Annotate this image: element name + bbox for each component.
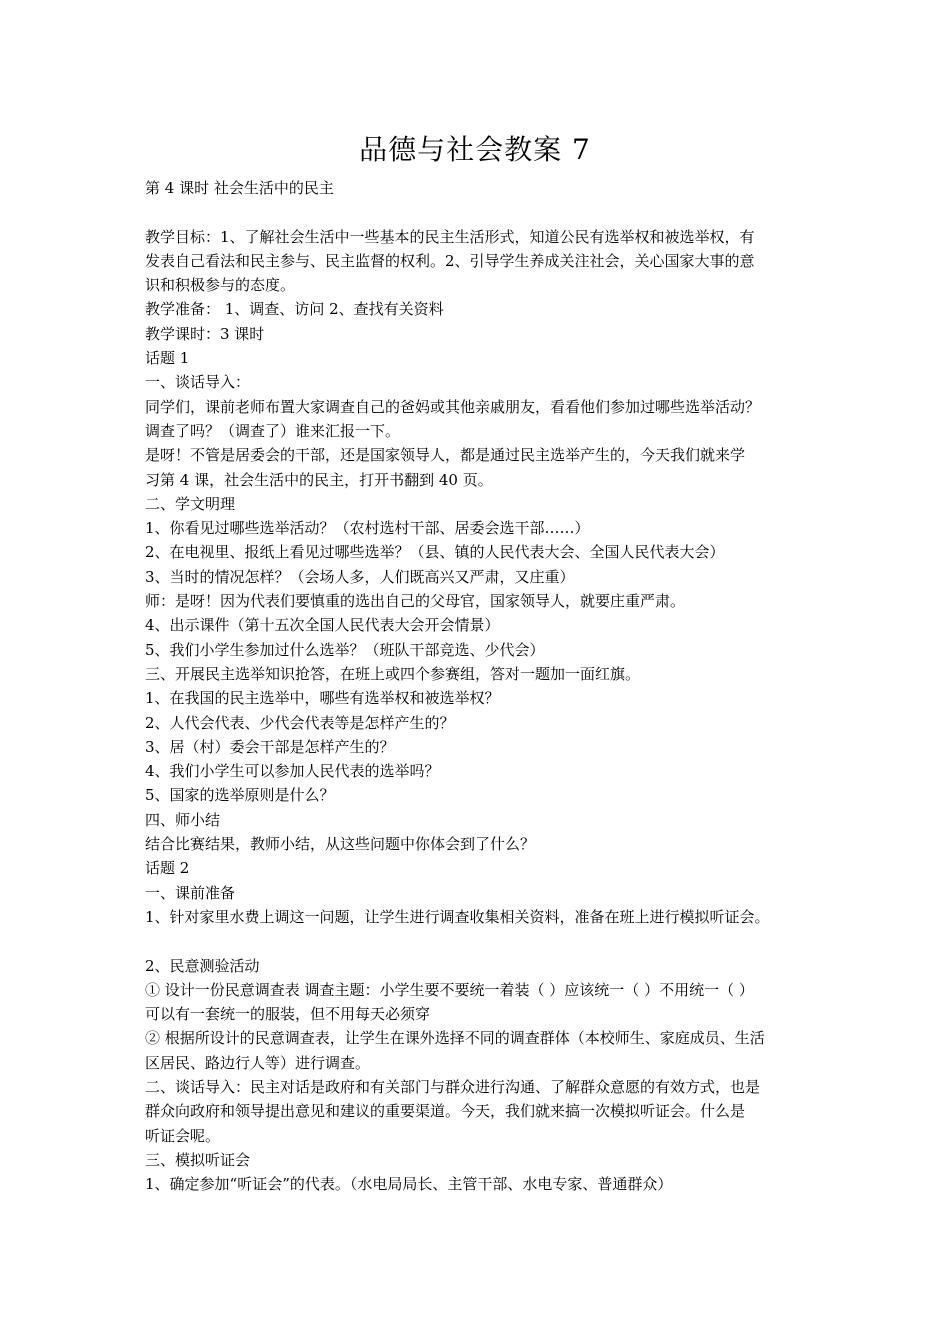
text-line: 一、课前准备 — [145, 883, 236, 902]
text-line: 三、开展民主选举知识抢答，在班上或四个参赛组，答对一题加一面红旗。 — [145, 664, 641, 683]
document-body — [145, 176, 821, 1196]
blank-line — [145, 929, 821, 953]
text-line: 3、当时的情况怎样？（会场人多，人们既高兴又严肃，又庄重） — [145, 567, 575, 586]
text-line: 话题 1 — [145, 349, 190, 368]
text-line: 教学课时：3 课时 — [145, 324, 265, 343]
text-line: 调查了吗？（调查了）谁来汇报一下。 — [145, 421, 401, 440]
text-line: 同学们，课前老师布置大家调查自己的爸妈或其他亲戚朋友，看看他们参加过哪些选举活动？ — [145, 397, 761, 416]
text-line: 教学目标：1、了解社会生活中一些基本的民主生活形式，知道公民有选举权和被选举权，有 — [145, 227, 755, 246]
text-line: 4、出示课件（第十五次全国人民代表大会开会情景） — [145, 616, 500, 635]
text-line: 是呀！不管是居委会的干部，还是国家领导人，都是通过民主选举产生的，今天我们就来学 — [145, 446, 746, 465]
text-line: 2、在电视里、报纸上看见过哪些选举？（县、镇的人民代表大会、全国人民代表大会） — [145, 543, 725, 562]
text-line: 1、你看见过哪些选举活动？（农村选村干部、居委会选干部……） — [145, 519, 590, 538]
text-line: 5、我们小学生参加过什么选举？（班队干部竞选、少代会） — [145, 640, 545, 659]
text-line: 二、谈话导入：民主对话是政府和有关部门与群众进行沟通、了解群众意愿的有效方式，也是 — [145, 1077, 761, 1096]
text-line: 三、模拟听证会 — [145, 1150, 251, 1169]
text-line: 2、人代会代表、少代会代表等是怎样产生的？ — [145, 713, 455, 732]
document-title: 品德与社会教案 7 — [359, 133, 591, 166]
text-line: 识和积极参与的态度。 — [145, 276, 296, 295]
text-line: 5、国家的选举原则是什么？ — [145, 786, 335, 805]
text-line: 1、在我国的民主选举中，哪些有选举权和被选举权？ — [145, 689, 500, 708]
text-line: 区居民、路边行人等）进行调查。 — [145, 1053, 371, 1072]
text-line: 师：是呀！因为代表们要慎重的选出自己的父母官，国家领导人，就要庄重严肃。 — [145, 592, 686, 611]
text-line: 第 4 课时 社会生活中的民主 — [145, 179, 334, 197]
text-line: 发表自己看法和民主参与、民主监督的权利。2、引导学生养成关注社会，关心国家大事的意 — [145, 251, 755, 270]
text-line: 二、学文明理 — [145, 494, 236, 513]
text-line: 听证会呢。 — [145, 1126, 221, 1145]
text-line: 2、民意测验活动 — [145, 956, 260, 975]
text-line: 教学准备： 1、调查、访问 2、查找有关资料 — [145, 300, 444, 319]
text-line: 群众向政府和领导提出意见和建议的重要渠道。今天，我们就来搞一次模拟听证会。什么是 — [145, 1102, 746, 1121]
text-line: ① 设计一份民意调查表 调查主题：小学生要不要统一着装（ ）应该统一（ ）不用统一（ ） — [145, 980, 754, 999]
text-line: 1、确定参加“听证会”的代表。（水电局局长、主管干部、水电专家、普通群众） — [145, 1175, 673, 1194]
text-line: 一、谈话导入： — [145, 373, 251, 392]
text-line: 话题 2 — [145, 859, 190, 878]
text-line: 习第 4 课，社会生活中的民主，打开书翻到 40 页。 — [145, 470, 493, 489]
text-line: ② 根据所设计的民意调查表，让学生在课外选择不同的调查群体（本校师生、家庭成员、生活 — [145, 1029, 765, 1048]
text-line: 四、师小结 — [145, 810, 221, 829]
text-line: 1、针对家里水费上调这一问题，让学生进行调查收集相关资料，准备在班上进行模拟听证会。 — [145, 907, 770, 926]
text-line: 3、居（村）委会干部是怎样产生的？ — [145, 737, 395, 756]
text-line: 可以有一套统一的服装，但不用每天必须穿 — [145, 1005, 431, 1024]
text-line: 4、我们小学生可以参加人民代表的选举吗？ — [145, 762, 440, 781]
blank-line — [145, 200, 821, 224]
text-line: 结合比赛结果，教师小结，从这些问题中你体会到了什么？ — [145, 835, 536, 854]
